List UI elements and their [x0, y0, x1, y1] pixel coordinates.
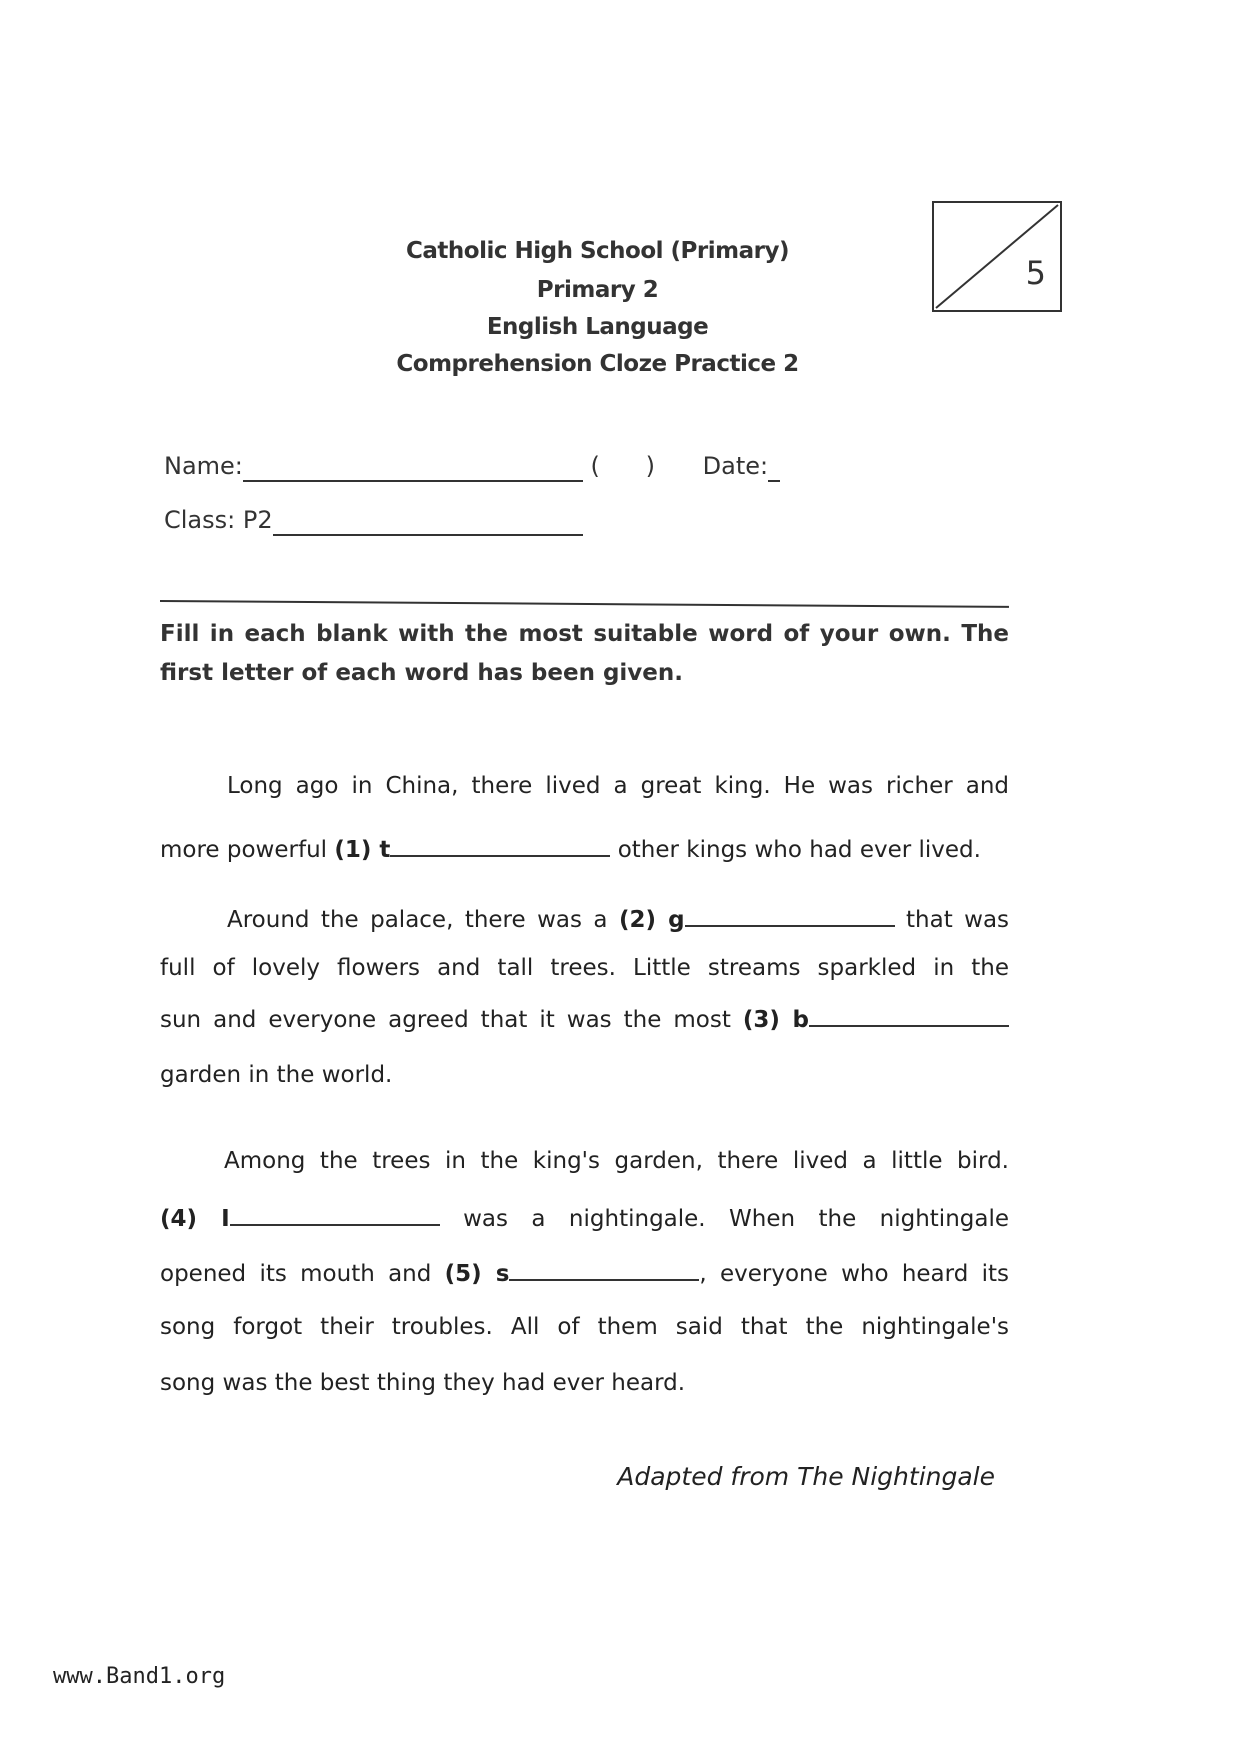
class-field[interactable] — [273, 506, 583, 536]
source-credit: Adapted from The Nightingale — [617, 1462, 995, 1491]
text: Around the palace, there was a — [227, 907, 608, 933]
question-3-label: (3) b — [742, 1007, 810, 1033]
p2-line1 — [227, 905, 1009, 933]
p2-line4: garden in the world. — [160, 1062, 393, 1088]
blank-2[interactable] — [685, 905, 895, 927]
watermark: www.Band1.org — [53, 1664, 226, 1689]
question-5-label: (5) s — [444, 1261, 510, 1287]
blank-5[interactable] — [509, 1259, 699, 1281]
text: sun and everyone agreed that it was the most — [160, 1007, 731, 1033]
question-4-label: (4) I — [160, 1206, 230, 1232]
blank-1[interactable] — [390, 835, 610, 857]
p3-line3 — [160, 1259, 1009, 1287]
blank-3[interactable] — [809, 1005, 1009, 1027]
score-box — [932, 201, 1062, 312]
school-name: Catholic High School (Primary) — [406, 238, 789, 264]
paper-title: Comprehension Cloze Practice 2 — [396, 351, 799, 377]
date-field[interactable] — [768, 452, 780, 482]
text: that was — [906, 907, 1010, 933]
text: , everyone who heard its — [699, 1261, 1009, 1287]
level: Primary 2 — [536, 277, 659, 303]
blank-4[interactable] — [230, 1204, 440, 1226]
question-2-label: (2) g — [618, 907, 685, 933]
divider — [160, 600, 1009, 608]
question-1-label: (1) t — [334, 837, 391, 863]
text: more powerful — [160, 837, 328, 863]
p2-line2: full of lovely flowers and tall trees. Little streams sparkled in the — [160, 955, 1009, 981]
p1-line1: Long ago in China, there lived a great king. He was richer and — [227, 773, 1009, 799]
class-row — [164, 506, 583, 536]
text: was a nightingale. When the nightingale — [463, 1206, 1010, 1232]
index-parens: ( ) — [590, 452, 656, 480]
p3-line2 — [160, 1204, 1009, 1232]
class-label: Class: P2 — [164, 506, 273, 534]
text: opened its mouth and — [160, 1261, 432, 1287]
p3-line4: song forgot their troubles. All of them said that the nightingale's — [160, 1314, 1009, 1340]
subject: English Language — [486, 314, 709, 340]
p3-line5: song was the best thing they had ever heard. — [160, 1370, 686, 1396]
score-total: 5 — [1025, 254, 1046, 292]
text: other kings who had ever lived. — [617, 837, 981, 863]
instruction-line: first letter of each word has been given. — [160, 660, 684, 686]
name-row — [164, 452, 780, 482]
instruction-line: Fill in each blank with the most suitable word of your own. The — [160, 621, 1009, 647]
name-label: Name: — [164, 452, 243, 480]
p1-line2 — [160, 835, 1009, 863]
p3-line1: Among the trees in the king's garden, there lived a little bird. — [224, 1148, 1009, 1174]
name-field[interactable] — [243, 452, 583, 482]
date-label: Date: — [702, 452, 769, 480]
p2-line3 — [160, 1005, 1009, 1033]
